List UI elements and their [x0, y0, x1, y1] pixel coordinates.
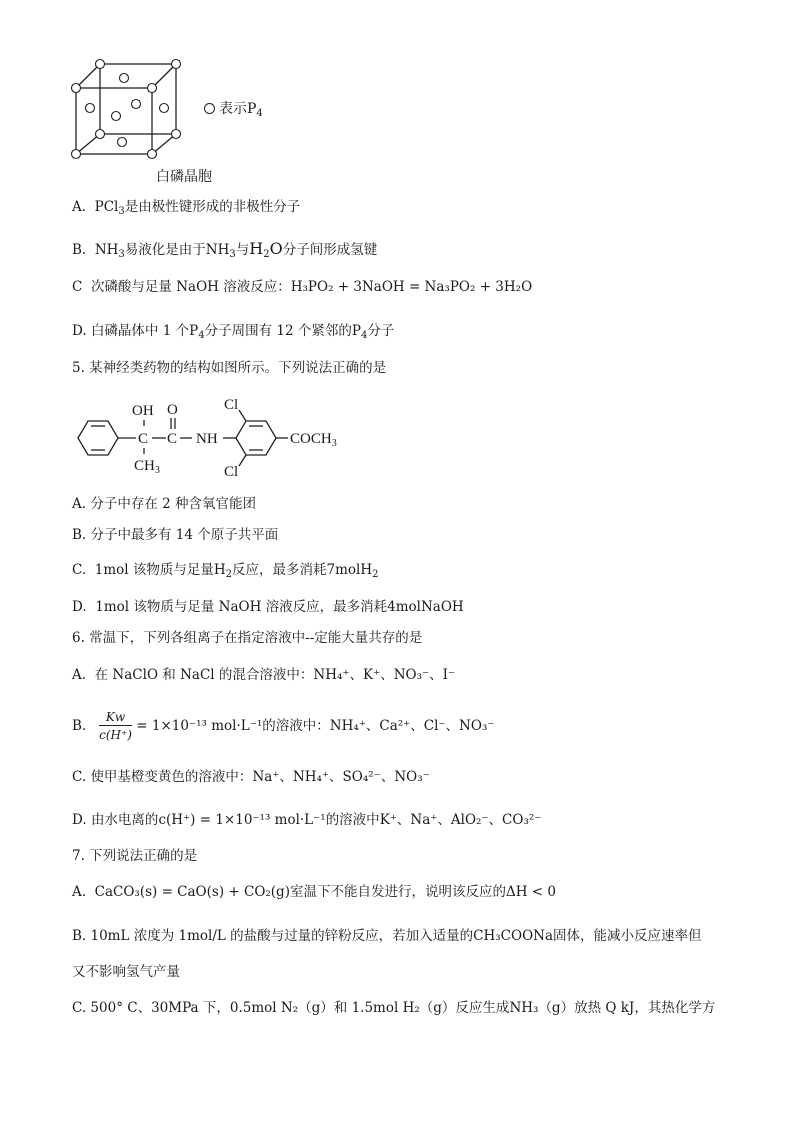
q6-option-d: D. 由水电离的c(H⁺) = 1×10⁻¹³ mol·L⁻¹的溶液中K⁺、Na⁺、AlO₂⁻、CO₃²⁻ [72, 812, 542, 828]
o-label: O [167, 402, 178, 418]
c2-label: C [167, 431, 178, 447]
q7-option-b-line2: 又不影响氢气产量 [72, 964, 180, 980]
nh-label: NH [196, 431, 218, 447]
figure-legend: 表示$P_4$ [204, 98, 263, 119]
q5-option-c: C. 1mol 该物质与足量$H_2$反应，最多消耗7molH$_2$ [72, 562, 379, 580]
cl-top-label: Cl [224, 397, 239, 413]
molecule-structure-figure [72, 392, 362, 484]
q7-stem: 7. 下列说法正确的是 [72, 848, 198, 864]
q6-option-b: B. $\frac{Kw}{c(H^+)}$ = 1×10⁻¹³ mol·L⁻¹的溶液中：NH₄⁺、Ca²⁺、Cl⁻、NO₃⁻ [72, 710, 495, 742]
white-phosphorus-unit-cell-figure [66, 58, 186, 162]
circle-icon [204, 103, 215, 114]
q5-stem: 5. 某神经类药物的结构如图所示。下列说法正确的是 [72, 360, 387, 376]
q6-option-c: C. 使甲基橙变黄色的溶液中：Na⁺、NH₄⁺、SO₄²⁻、NO₃⁻ [72, 769, 430, 785]
q7-option-c: C. 500° C、30MPa 下，0.5mol N₂（g）和 1.5mol H₂（g）反应生成NH₃（g）放热 Q kJ，其热化学方 [72, 1000, 716, 1016]
oh-label: OH [132, 403, 154, 419]
c1-label: C [138, 431, 149, 447]
q4-option-b: B. $NH_3$易液化是由于$NH_3$与$H_2O$分子间形成氢键 [72, 239, 378, 260]
q5-option-b: B. 分子中最多有 14 个原子共平面 [72, 527, 279, 543]
q7-option-b-line1: B. 10mL 浓度为 1mol/L 的盐酸与过量的锌粉反应，若加入适量的CH₃COONa固体，能减小反应速率但 [72, 928, 702, 944]
kw-fraction: $\frac{Kw}{c(H^+)}$ [99, 710, 132, 742]
q6-stem: 6. 常温下，下列各组离子在指定溶液中--定能大量共存的是 [72, 630, 423, 646]
q5-option-a: A. 分子中存在 2 种含氧官能团 [72, 496, 257, 512]
cl-bottom-label: Cl [224, 464, 239, 480]
q4-option-d: D. 白磷晶体中 1 个$P_4$分子周围有 12 个紧邻的$P_4$分子 [72, 323, 395, 341]
q4-option-a: A. PCl$_3$是由极性键形成的非极性分子 [72, 199, 301, 217]
q6-option-a: A. 在 NaClO 和 NaCl 的混合溶液中：NH₄⁺、K⁺、NO₃⁻、I⁻ [72, 667, 456, 683]
ch3-label: $CH_3$ [134, 458, 160, 476]
q4-option-c: C 次磷酸与足量 NaOH 溶液反应：H₃PO₂ + 3NaOH = Na₃PO₂ + 3H₂O [72, 279, 533, 295]
q5-option-d: D. 1mol 该物质与足量 NaOH 溶液反应，最多消耗4molNaOH [72, 599, 464, 615]
acetyl-label: $COCH_3$ [290, 431, 337, 449]
figure-caption: 白磷晶胞 [156, 169, 212, 185]
q7-option-a: A. CaCO₃(s) = CaO(s) + CO₂(g)室温下不能自发进行，说明该反应的ΔH < 0 [72, 884, 556, 900]
